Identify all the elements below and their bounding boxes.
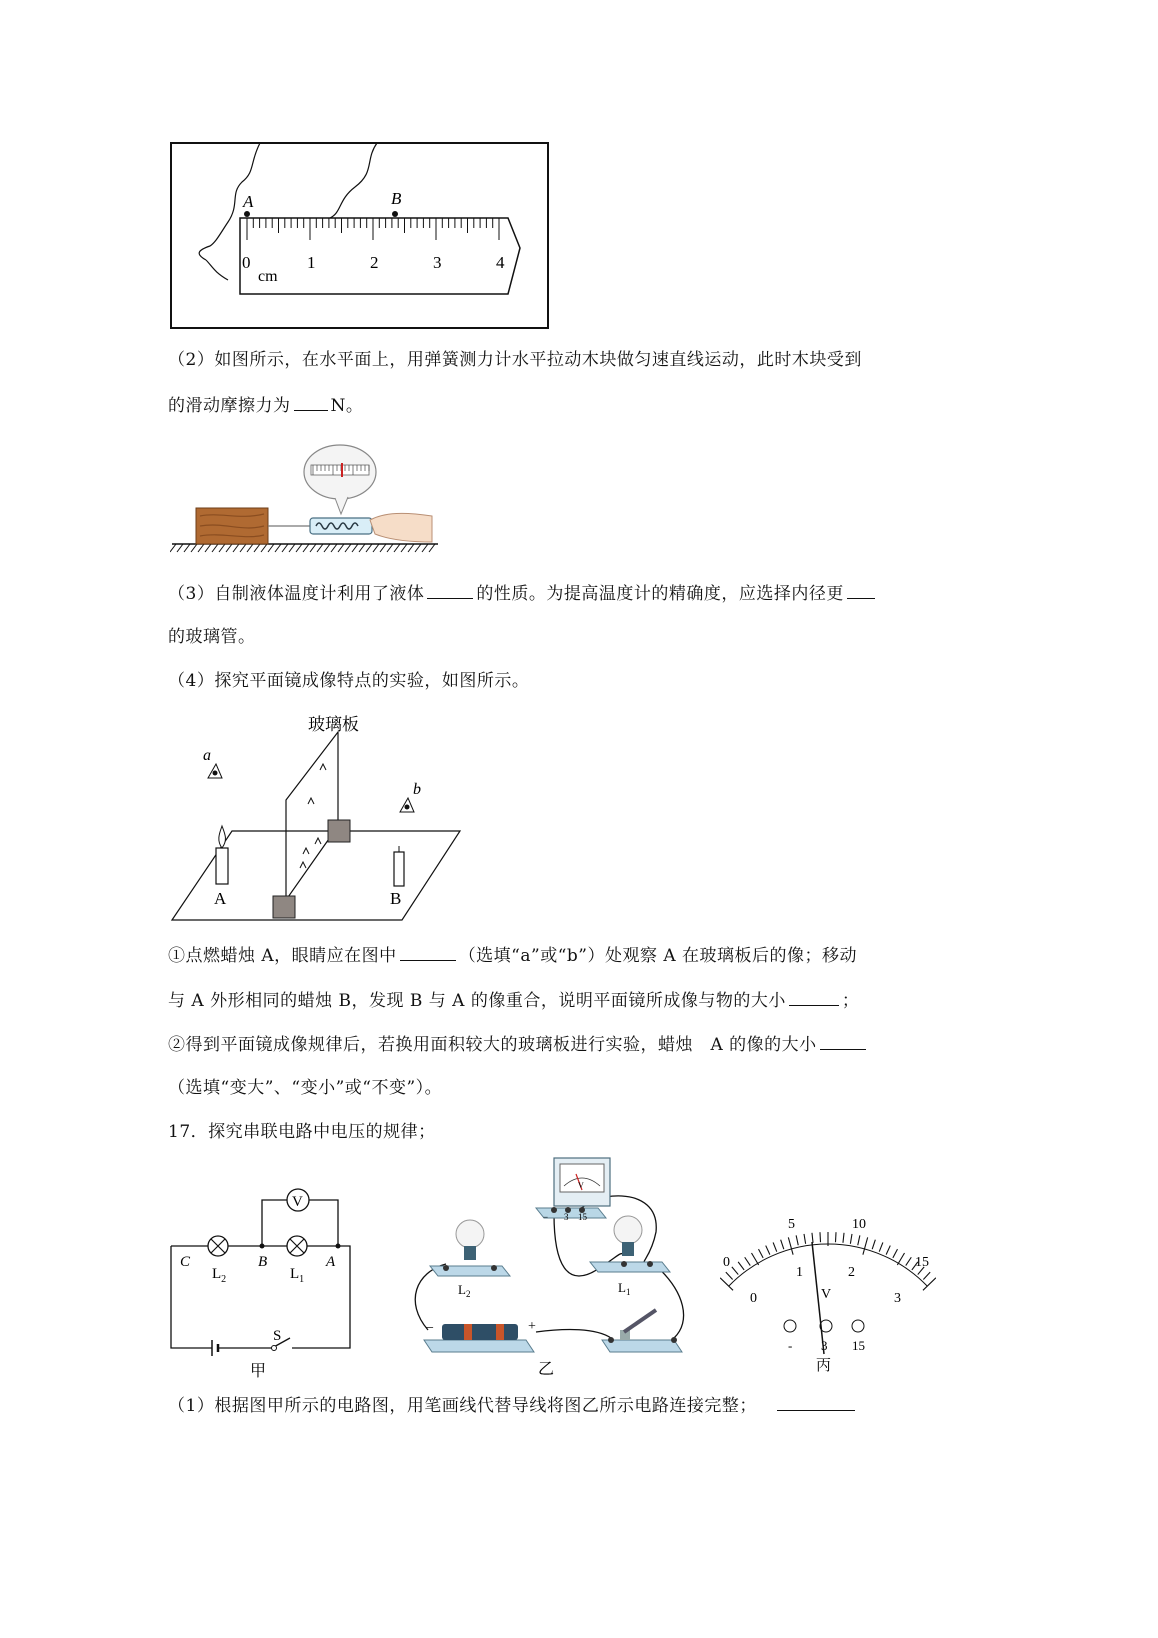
q4-s1-line1: ①点燃蜡烛 A，眼睛应在图中 （选填“a”或“b”）处观察 A 在玻璃板后的像；移动 (168, 946, 858, 966)
plane-mirror-figure (170, 708, 462, 923)
meter-term-3: 3 (564, 1212, 569, 1222)
voltmeter-dial-bing (720, 1212, 936, 1374)
dial-tick (863, 1237, 868, 1254)
dial-tick (893, 1249, 898, 1258)
upper-5: 5 (788, 1217, 795, 1232)
dial-tick (872, 1240, 875, 1249)
tick-label-2: 2 (370, 253, 379, 272)
point-b-dot (392, 211, 398, 217)
battery-plus: + (528, 1319, 536, 1334)
q4-s1-line2: 与 A 外形相同的蜡烛 B，发现 B 与 A 的像重合，说明平面镜所成像与物的大小 ； (168, 991, 860, 1011)
q2-line2: 的滑动摩擦力为 N。 (168, 396, 364, 416)
dial-tick (781, 1240, 784, 1249)
terminal-minus (784, 1320, 796, 1332)
caption-jia: 甲 (250, 1363, 267, 1380)
l1-label: $L_1$ (290, 1266, 305, 1285)
eye-b-label: b (413, 781, 421, 798)
upper-10: 10 (852, 1217, 866, 1232)
dial-tick (726, 1272, 733, 1279)
dial-tick (732, 1267, 738, 1275)
answer-blank-eye[interactable] (400, 944, 456, 961)
q2-line1: （2）如图所示，在水平面上，用弹簧测力计水平拉动木块做匀速直线运动，此时木块受到 (168, 350, 862, 370)
node-c-label: C (180, 1254, 191, 1270)
dial-tick (886, 1246, 890, 1255)
dial-tick (858, 1235, 860, 1245)
meter-term-15: 15 (578, 1212, 587, 1222)
dial-tick (759, 1249, 764, 1258)
answer-blank-size[interactable] (789, 989, 839, 1006)
switch-label: S (273, 1328, 282, 1344)
voltmeter-label: V (292, 1194, 303, 1210)
lower-1: 1 (796, 1265, 803, 1280)
point-b-label: B (391, 189, 402, 208)
terminal-3 (820, 1320, 832, 1332)
node-b-label: B (258, 1254, 268, 1270)
q3-line1: （3）自制液体温度计利用了液体 的性质。为提高温度计的精确度，应选择内径更 (168, 582, 878, 605)
dial-tick (820, 1232, 821, 1242)
point-a-label: A (243, 192, 254, 211)
circuit-physical-yi (406, 1152, 694, 1378)
q4-s2-line1: ②得到平面镜成像规律后，若换用面积较大的玻璃板进行实验，蜡烛 A 的像的大小 (168, 1033, 869, 1056)
lower-2: 2 (848, 1265, 855, 1280)
ruler-figure (170, 142, 550, 330)
wood-block (196, 508, 268, 544)
dial-tick (796, 1235, 798, 1245)
dial-tick (773, 1242, 777, 1251)
upper-15: 15 (915, 1255, 929, 1270)
dial-scale (720, 1232, 936, 1290)
yi-l1-label: $L_1$ (618, 1280, 631, 1297)
circuit-diagram-jia (168, 1180, 354, 1380)
dial-unit: V (821, 1287, 832, 1302)
lamp-l1-base (590, 1262, 670, 1272)
dial-tick (804, 1234, 806, 1244)
q17-title: 17．探究串联电路中电压的规律； (168, 1122, 436, 1142)
caption-bing: 丙 (816, 1358, 832, 1374)
answer-blank-diameter[interactable] (847, 582, 875, 599)
base-block-front (273, 896, 295, 918)
answer-blank-property[interactable] (427, 582, 473, 599)
term-minus-label: - (788, 1338, 793, 1353)
tick-label-0: 0 (242, 253, 251, 272)
lamp-l2-base (430, 1266, 510, 1276)
knife-switch (602, 1340, 682, 1352)
yi-l2-label: $L_2$ (458, 1282, 471, 1299)
answer-blank-friction[interactable] (294, 394, 328, 411)
lamp-l2-bulb (456, 1220, 484, 1248)
unit-label: cm (258, 268, 278, 285)
candle-a-label: A (214, 889, 227, 908)
q4-s2-line2: （选填“变大”、“变小”或“不变”）。 (168, 1078, 443, 1098)
dial-tick (788, 1237, 793, 1254)
tick-label-3: 3 (433, 253, 442, 272)
lower-0: 0 (750, 1291, 757, 1306)
dial-tick (766, 1246, 770, 1255)
term-3-label: 3 (821, 1338, 828, 1353)
tick-label-4: 4 (496, 253, 505, 272)
node-a-label: A (326, 1254, 336, 1270)
upper-0: 0 (723, 1255, 730, 1270)
term-15-label: 15 (852, 1338, 865, 1353)
q4-intro: （4）探究平面镜成像特点的实验，如图所示。 (168, 671, 530, 691)
spring-scale-body (310, 518, 372, 534)
ground-hatch (170, 544, 435, 552)
terminal-15 (852, 1320, 864, 1332)
lower-3: 3 (894, 1291, 901, 1306)
q3-line2: 的玻璃管。 (168, 627, 256, 647)
dial-tick (906, 1257, 912, 1265)
caption-yi: 乙 (538, 1361, 555, 1378)
dial-tick (835, 1232, 836, 1242)
l2-label: $L_2$ (212, 1266, 227, 1285)
spring-scale-figure (170, 442, 442, 554)
battery-minus: − (426, 1321, 434, 1336)
q17-sub1: （1）根据图甲所示的电路图，用笔画线代替导线将图乙所示电路连接完整； (168, 1394, 858, 1417)
dial-tick (738, 1262, 744, 1270)
candle-a (216, 848, 228, 884)
dial-tick (923, 1272, 930, 1279)
candle-b-label: B (390, 889, 402, 908)
dial-tick (812, 1233, 813, 1243)
answer-blank-image-size[interactable] (820, 1033, 866, 1050)
dial-tick (850, 1234, 852, 1244)
eye-a-label: a (203, 747, 211, 764)
candle-b (394, 852, 404, 886)
battery-cells (442, 1324, 518, 1340)
battery-holder (424, 1340, 534, 1352)
lamp-l1-bulb (614, 1216, 642, 1244)
dial-tick (879, 1242, 883, 1251)
ruler-body (240, 218, 520, 294)
meter-v-label: V (578, 1181, 584, 1190)
glass-plate (286, 732, 338, 900)
base-block-back (328, 820, 350, 842)
tick-label-1: 1 (307, 253, 316, 272)
glass-plate-label: 玻璃板 (308, 715, 359, 734)
dial-tick (745, 1257, 751, 1265)
dial-tick (843, 1233, 844, 1243)
point-a-dot (244, 211, 250, 217)
answer-blank-circuit[interactable] (777, 1394, 855, 1411)
meter-term-minus: − (543, 1212, 549, 1222)
